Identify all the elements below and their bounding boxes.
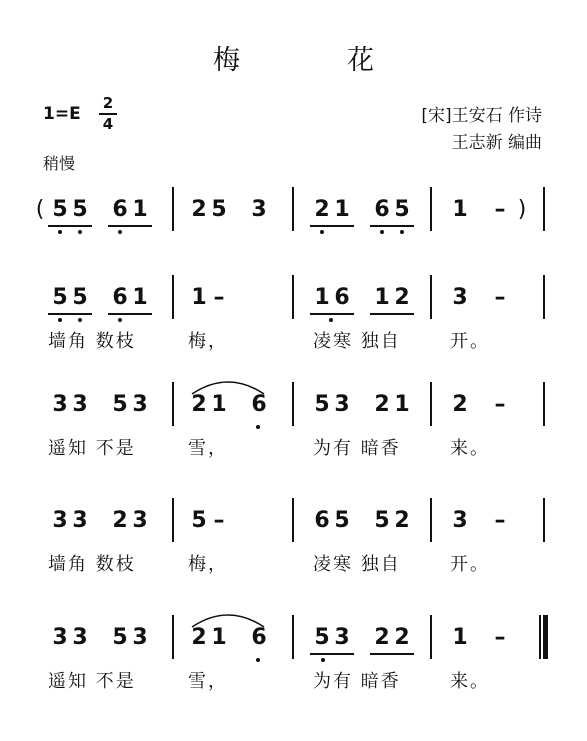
octave-dot — [118, 318, 122, 322]
note: 2 — [191, 392, 207, 417]
note: 5 — [374, 508, 390, 533]
note: 2 — [452, 392, 468, 417]
lyric: 凌寒 独自 — [313, 331, 401, 352]
barline — [543, 498, 545, 542]
lyric: 雪， — [188, 438, 228, 459]
note: 5 — [112, 625, 128, 650]
time-signature-top: 2 — [102, 94, 114, 112]
barline — [172, 615, 174, 659]
barline — [543, 275, 545, 319]
note: 3 — [132, 392, 148, 417]
octave-dot — [58, 230, 62, 234]
close-paren: ) — [517, 197, 527, 222]
note: 5 — [211, 197, 227, 222]
note: 1 — [374, 285, 390, 310]
note: 5 — [191, 508, 207, 533]
barline — [172, 498, 174, 542]
note: 3 — [52, 625, 68, 650]
octave-dot — [321, 658, 325, 662]
lyric: 为有 暗香 — [313, 671, 401, 692]
octave-dot — [320, 230, 324, 234]
lyric: 墙角 数枝 — [48, 554, 136, 575]
composer-credit: 王志新 编曲 — [451, 133, 542, 153]
lyric: 来。 — [450, 438, 490, 459]
barline — [543, 187, 545, 231]
note: – — [213, 285, 225, 310]
barline — [292, 187, 294, 231]
note: 2 — [191, 197, 207, 222]
note: 1 — [211, 625, 227, 650]
barline — [430, 498, 432, 542]
note: 3 — [452, 508, 468, 533]
page-title: 梅 花 — [213, 45, 414, 76]
beam-line — [310, 225, 354, 227]
barline — [292, 498, 294, 542]
barline — [172, 187, 174, 231]
tempo-marking: 稍慢 — [43, 154, 76, 173]
note: 3 — [132, 625, 148, 650]
note: – — [494, 508, 506, 533]
note: 6 — [314, 508, 330, 533]
note: 2 — [191, 625, 207, 650]
note: 5 — [334, 508, 350, 533]
note: 6 — [112, 197, 128, 222]
time-signature — [99, 95, 117, 133]
lyric: 梅， — [188, 554, 228, 575]
barline — [430, 187, 432, 231]
note: 1 — [132, 197, 148, 222]
barline — [430, 615, 432, 659]
barline — [172, 382, 174, 426]
note: 2 — [394, 285, 410, 310]
note: 2 — [314, 197, 330, 222]
note: 1 — [334, 197, 350, 222]
note: 6 — [334, 285, 350, 310]
note: 1 — [314, 285, 330, 310]
note: 6 — [374, 197, 390, 222]
note: 5 — [314, 625, 330, 650]
note: 2 — [374, 625, 390, 650]
note: 1 — [132, 285, 148, 310]
note: – — [494, 625, 506, 650]
octave-dot — [256, 425, 260, 429]
note: 2 — [374, 392, 390, 417]
note: 3 — [452, 285, 468, 310]
note: 3 — [52, 508, 68, 533]
slur — [188, 607, 268, 629]
note: – — [494, 285, 506, 310]
note: 3 — [132, 508, 148, 533]
note: 2 — [394, 625, 410, 650]
note: 1 — [452, 625, 468, 650]
lyric: 凌寒 独自 — [313, 554, 401, 575]
key-signature: 1=E — [43, 104, 81, 124]
poet-credit: [宋]王安石 作诗 — [421, 106, 542, 126]
note: 3 — [72, 392, 88, 417]
note: – — [213, 508, 225, 533]
note: 5 — [314, 392, 330, 417]
slur — [188, 374, 268, 396]
lyric: 来。 — [450, 671, 490, 692]
beam-line — [370, 225, 414, 227]
note: 3 — [334, 392, 350, 417]
lyric: 墙角 数枝 — [48, 331, 136, 352]
beam-line — [48, 313, 92, 315]
note: 6 — [112, 285, 128, 310]
beam-line — [370, 313, 414, 315]
barline — [430, 275, 432, 319]
note: 3 — [72, 508, 88, 533]
lyric: 为有 暗香 — [313, 438, 401, 459]
barline — [543, 382, 545, 426]
octave-dot — [400, 230, 404, 234]
note: 5 — [52, 197, 68, 222]
note: – — [494, 392, 506, 417]
beam-line — [48, 225, 92, 227]
note: 5 — [72, 197, 88, 222]
lyric: 遥知 不是 — [48, 671, 136, 692]
final-barline — [539, 615, 541, 659]
beam-line — [370, 653, 414, 655]
barline — [430, 382, 432, 426]
note: 6 — [251, 392, 267, 417]
barline — [292, 275, 294, 319]
note: 2 — [394, 508, 410, 533]
lyric: 梅， — [188, 331, 228, 352]
note: 5 — [72, 285, 88, 310]
time-signature-bottom: 4 — [102, 115, 114, 133]
octave-dot — [329, 318, 333, 322]
note: 5 — [394, 197, 410, 222]
note: 5 — [112, 392, 128, 417]
note: 2 — [112, 508, 128, 533]
octave-dot — [256, 658, 260, 662]
note: 1 — [211, 392, 227, 417]
note: 5 — [52, 285, 68, 310]
note: 3 — [72, 625, 88, 650]
final-barline-thick — [544, 615, 548, 659]
lyric: 遥知 不是 — [48, 438, 136, 459]
octave-dot — [380, 230, 384, 234]
beam-line — [310, 653, 354, 655]
beam-line — [108, 313, 152, 315]
open-paren: ( — [35, 197, 45, 222]
octave-dot — [78, 230, 82, 234]
lyric: 开。 — [450, 331, 490, 352]
barline — [172, 275, 174, 319]
note: 1 — [394, 392, 410, 417]
note: 6 — [251, 625, 267, 650]
note: 3 — [251, 197, 267, 222]
note: 1 — [191, 285, 207, 310]
barline — [292, 382, 294, 426]
note: 3 — [334, 625, 350, 650]
note: 1 — [452, 197, 468, 222]
beam-line — [310, 313, 354, 315]
lyric: 雪， — [188, 671, 228, 692]
octave-dot — [118, 230, 122, 234]
lyric: 开。 — [450, 554, 490, 575]
octave-dot — [58, 318, 62, 322]
note: – — [494, 197, 506, 222]
beam-line — [108, 225, 152, 227]
barline — [292, 615, 294, 659]
note: 3 — [52, 392, 68, 417]
octave-dot — [78, 318, 82, 322]
